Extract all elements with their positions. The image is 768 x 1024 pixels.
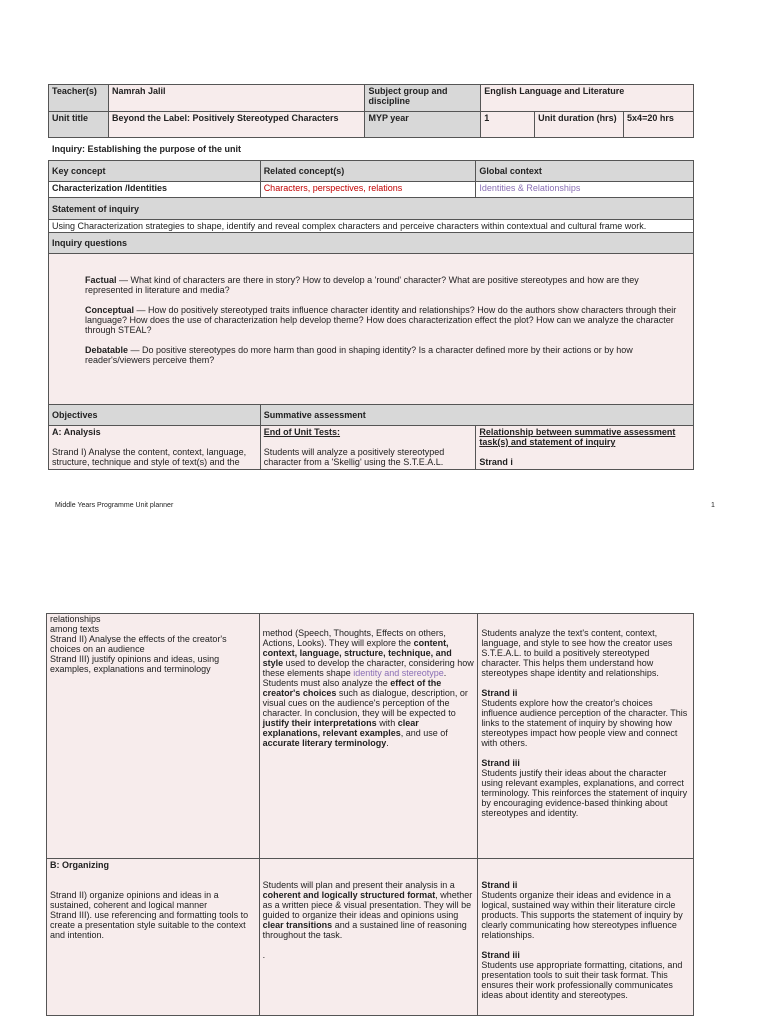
- strand-a-iii: Strand III) justify opinions and ideas, using examples, explanations and terminology: [50, 654, 220, 674]
- subject-value: English Language and Literature: [481, 85, 694, 112]
- strand-iii-explanation: Students justify their ideas about the character using relevant examples, explanations, and correct terminology. This reinforces the statement of inquiry by encouraging evidence-based thinking about stereotypes and identity.: [481, 768, 688, 818]
- inquiry-questions-label: Inquiry questions: [49, 233, 694, 254]
- objective-a-continued: [47, 614, 260, 859]
- relationship-a-cell: [476, 426, 694, 470]
- teacher-label: Teacher(s): [49, 85, 109, 112]
- page-number: 1: [711, 502, 715, 509]
- strand-ii-explanation: Students explore how the creator's choices influence audience perception of the character. This links to the statement of inquiry by showing how stereotypes impact how people view and connect with others.: [481, 698, 688, 748]
- related-concepts-label: Related concept(s): [260, 161, 476, 182]
- debatable-question: Debatable — Do positive stereotypes do more harm than good in shaping identity? Is a character defined more by their actions or by how reader's/viewers perceive them?: [85, 345, 633, 365]
- task-a-continued: method (Speech, Thoughts, Effects on others, Actions, Looks). They will explore the content, context, language, structure, technique, and style used to develop the character, considering how these elements shape identity and stereotype. Students must also analyze the effect of the creator's choices such as dialogue, description, or visual cues on the audience's perception of the character. In conclusion, they will be expected to justify their interpretations with clear explanations, relevant examples, and use of accurate literary terminology.: [259, 614, 478, 859]
- strand-b-iii: Strand III). use referencing and formatting tools to create a presentation style suitable to the context and intention.: [50, 910, 249, 940]
- footer-planner-label: Middle Years Programme Unit planner: [55, 502, 174, 509]
- criterion-a-heading: A: Analysis: [52, 427, 101, 437]
- statement-of-inquiry-label: Statement of inquiry: [49, 198, 694, 220]
- relationship-a-continued: [478, 614, 694, 859]
- strand-b-ii-label: Strand ii: [481, 880, 518, 890]
- strand-b-iii-explanation: Students use appropriate formatting, citations, and presentation tools to suit their task format. This ensures their work professionally communicates ideas about identity and stereotypes.: [481, 960, 683, 1000]
- criterion-b-heading: B: Organizing: [50, 860, 109, 870]
- strand-a-i-continued-1: relationships: [50, 614, 101, 624]
- unit-title-value: Beyond the Label: Positively Stereotyped Characters: [108, 112, 364, 138]
- global-context-value: Identities & Relationships: [476, 182, 694, 198]
- objective-b-cell: [47, 859, 260, 1016]
- summative-assessment-label: Summative assessment: [260, 405, 693, 426]
- factual-question: Factual — What kind of characters are there in story? How to develop a 'round' character? What are positive stereotypes and how are they represented in literature and media?: [85, 275, 639, 295]
- unit-header-table: [48, 84, 694, 138]
- global-context-label: Global context: [476, 161, 694, 182]
- strand-b-iii-label: Strand iii: [481, 950, 520, 960]
- task-b-cell: [259, 859, 478, 1016]
- strand-i-label: Strand i: [479, 457, 513, 467]
- key-concept-value: Characterization /Identities: [49, 182, 261, 198]
- relationship-heading: Relationship between summative assessment task(s) and statement of inquiry: [479, 427, 676, 447]
- related-concepts-value: Characters, perspectives, relations: [260, 182, 476, 198]
- key-concept-label: Key concept: [49, 161, 261, 182]
- strand-a-i: Strand I) Analyse the content, context, language, structure, technique and style of text(s) and the: [52, 447, 247, 467]
- task-b-text: Students will plan and present their analysis in a coherent and logically structured format, whether as a written piece & visual presentation. They will be guided to organize their ideas and opinions using clear transitions and a sustained line of reasoning throughout the task.: [262, 880, 473, 940]
- end-of-unit-tests: End of Unit Tests:: [263, 427, 341, 437]
- conceptual-question: Conceptual — How do positively stereotyped traits influence character identity and relationships? How do the authors show characters through their language? How does the use of characterization help develop theme? How does characterization effect the plot? How can we analyze the character through STEAL?: [85, 305, 677, 335]
- strand-b-ii: Strand II) organize opinions and ideas in a sustained, coherent and logical manner: [50, 890, 219, 910]
- strand-a-i-continued-2: among texts: [50, 624, 100, 634]
- task-a-intro: Students will analyze a positively stereotyped character from a 'Skellig' using the S.T.E.A.L.: [263, 447, 445, 467]
- myp-year-value: 1: [481, 112, 535, 138]
- statement-of-inquiry-text: Using Characterization strategies to shape, identify and reveal complex characters and perceive characters within contextual and cultural frame work.: [49, 220, 694, 233]
- task-b-dot: .: [262, 950, 266, 960]
- strand-b-ii-explanation: Students organize their ideas and evidence in a logical, sustained way within their literature circle products. This supports the statement of inquiry by clearly communicating how stereotypes influence relationships.: [481, 890, 683, 940]
- inquiry-table: [48, 160, 694, 470]
- objectives-label: Objectives: [49, 405, 261, 426]
- strand-ii-label: Strand ii: [481, 688, 518, 698]
- inquiry-questions-box: [49, 254, 694, 405]
- relationship-b-cell: [478, 859, 694, 1016]
- myp-year-label: MYP year: [365, 112, 481, 138]
- teacher-value: Namrah Jalil: [108, 85, 364, 112]
- unit-title-label: Unit title: [49, 112, 109, 138]
- unit-duration-label: Unit duration (hrs): [535, 112, 624, 138]
- task-a-cell: [260, 426, 476, 470]
- unit-duration-value: 5x4=20 hrs: [624, 112, 694, 138]
- objective-a-cell: [49, 426, 261, 470]
- strand-iii-label: Strand iii: [481, 758, 520, 768]
- strand-i-explanation: Students analyze the text's content, context, language, and style to see how the creator uses S.T.E.A.L. to build a positively stereotyped character. This helps them understand how stereotypes shape identity and relationships.: [481, 628, 673, 678]
- subject-label: Subject group and discipline: [365, 85, 481, 112]
- strand-a-ii: Strand II) Analyse the effects of the creator's choices on an audience: [50, 634, 227, 654]
- continuation-table: [46, 613, 694, 1016]
- inquiry-heading: Inquiry: Establishing the purpose of the unit: [52, 144, 241, 154]
